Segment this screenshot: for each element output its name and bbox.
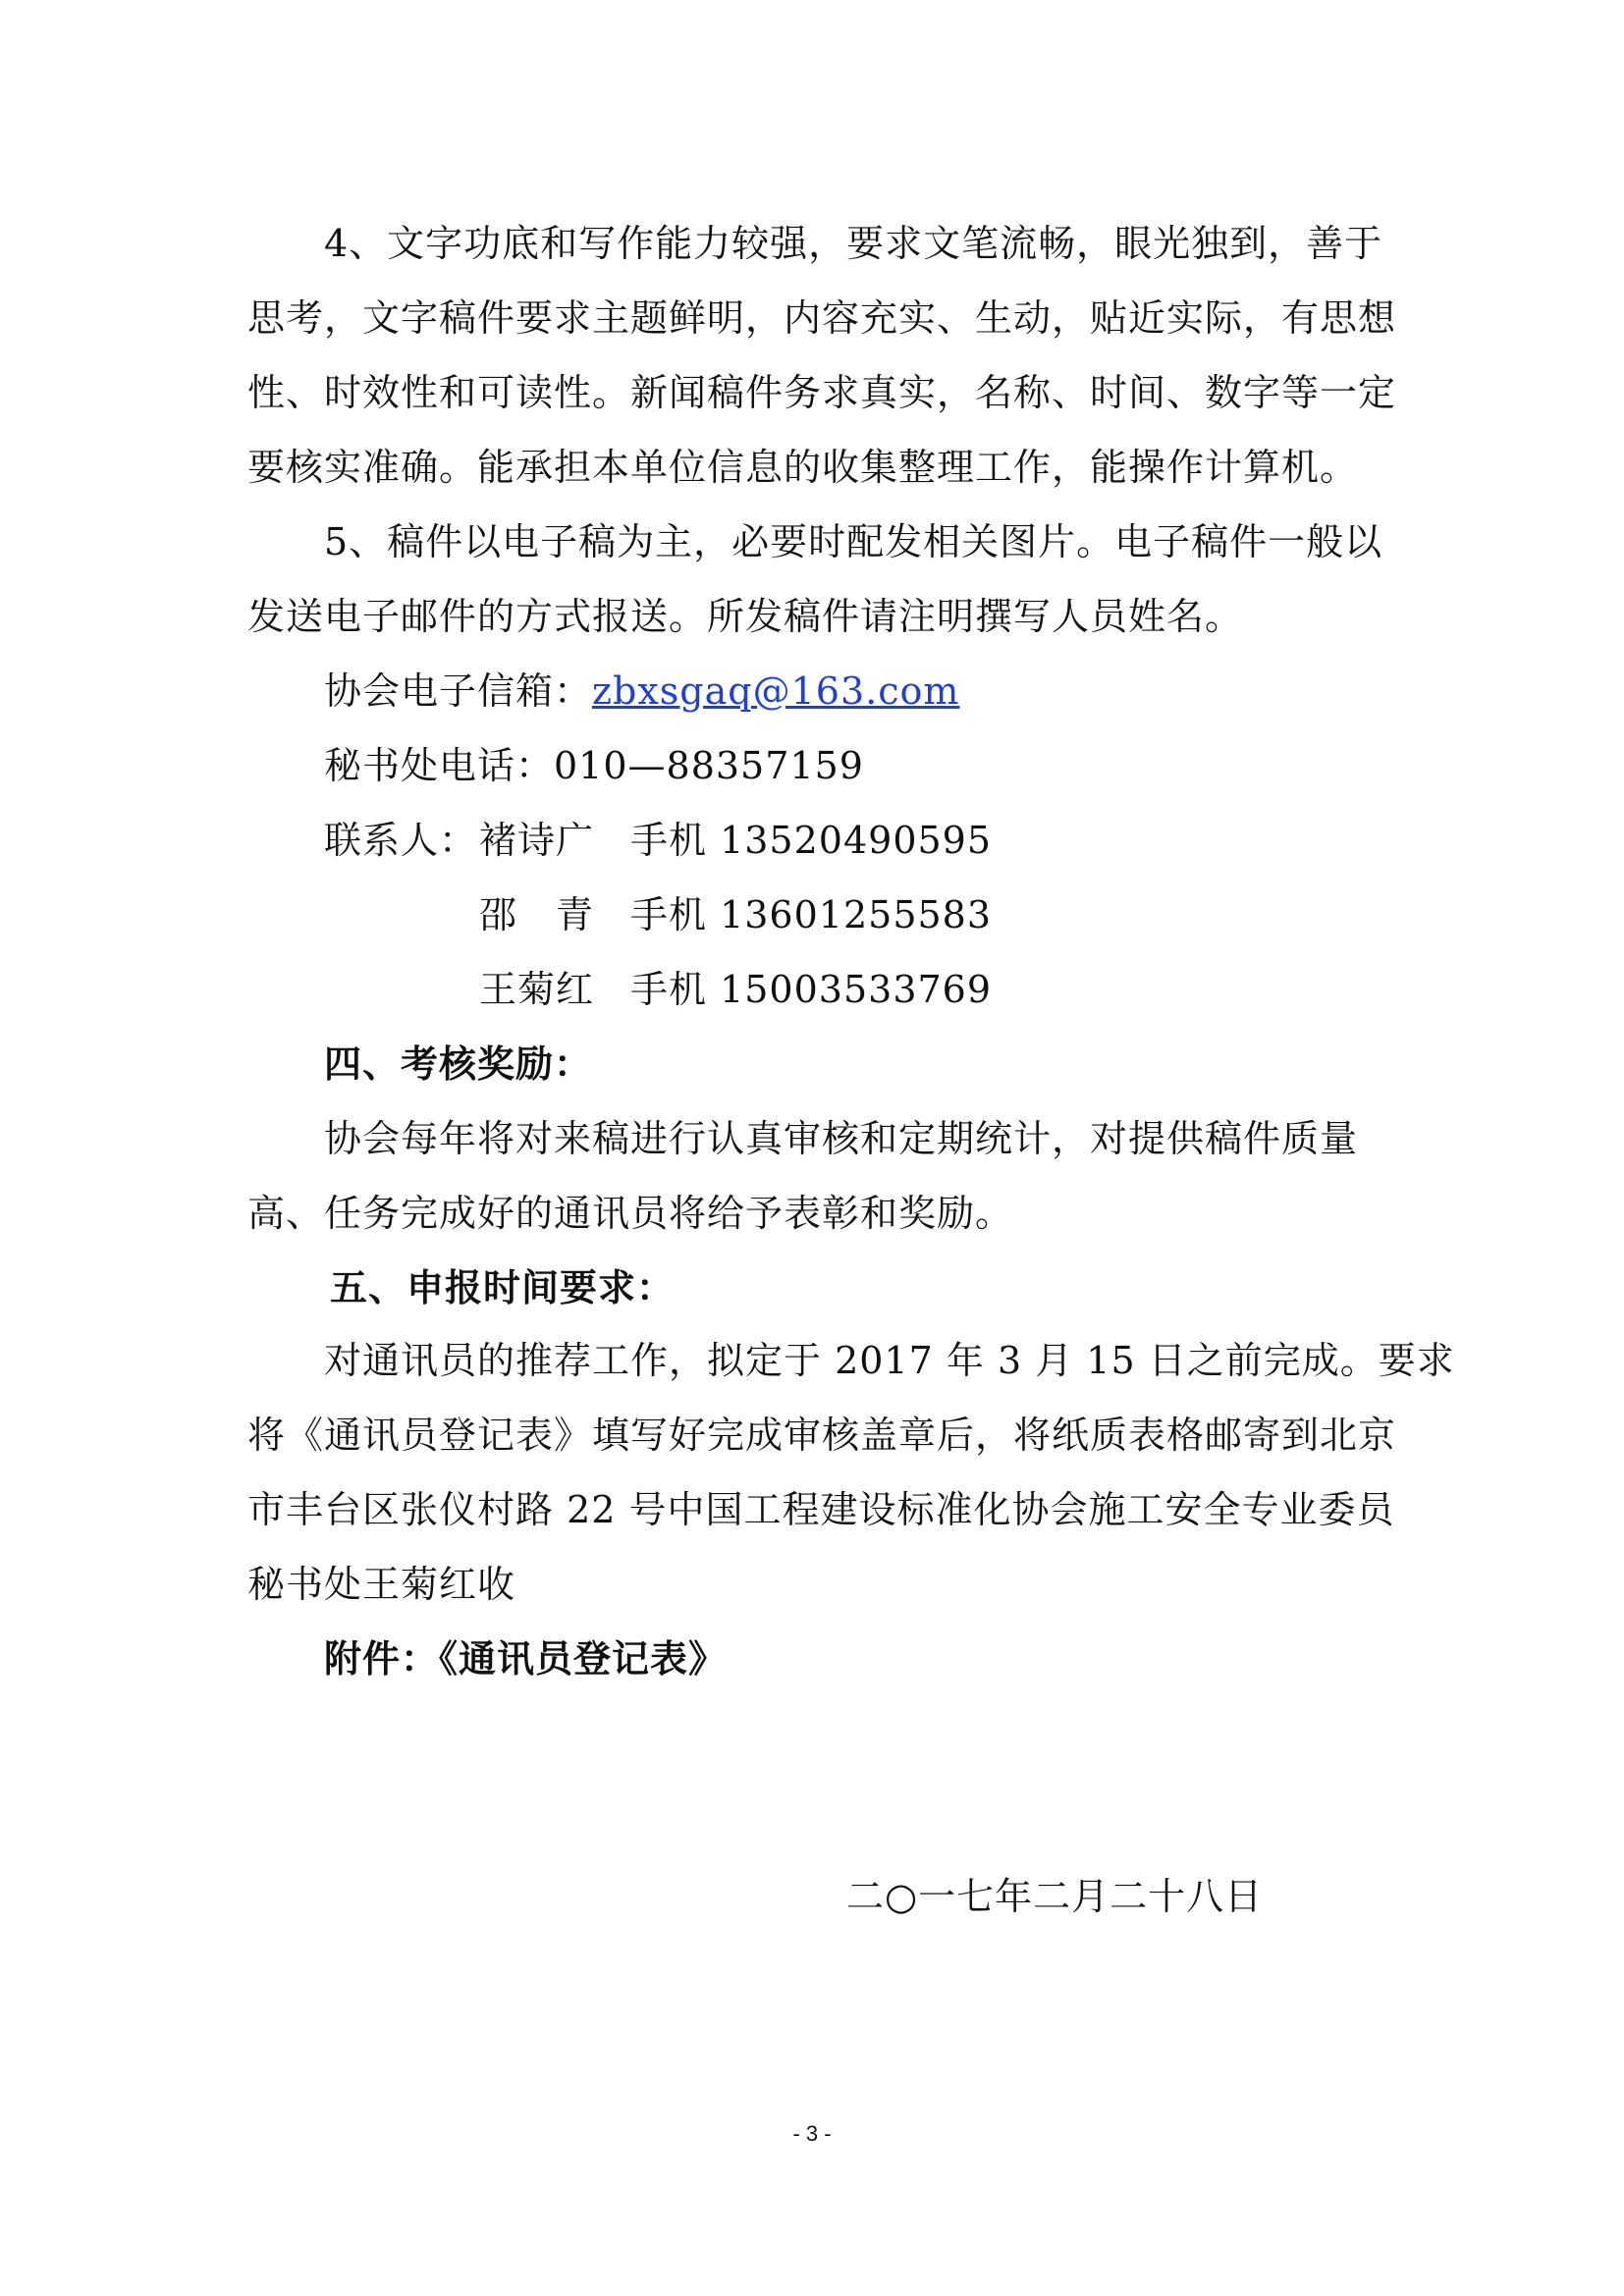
contact-phone-3: 手机 15003533769	[630, 968, 993, 1011]
email-link[interactable]: zbxsgaq@163.com	[592, 669, 960, 713]
email-row	[324, 667, 959, 715]
para5-line1: 5、稿件以电子稿为主，必要时配发相关图片。电子稿件一般以	[324, 520, 1383, 563]
attachment-note: 附件：《通讯员登记表》	[324, 1636, 728, 1681]
contacts-label: 联系人：	[324, 819, 478, 862]
contact-phone-2: 手机 13601255583	[630, 893, 993, 936]
section4-line2: 高、任务完成好的通讯员将给予表彰和奖励。	[247, 1192, 1014, 1235]
section5-line4: 秘书处王菊红收	[247, 1563, 516, 1606]
para5-line2: 发送电子邮件的方式报送。所发稿件请注明撰写人员姓名。	[247, 595, 1244, 638]
contact-name-2: 邵 青	[479, 893, 595, 936]
section5-line1: 对通讯员的推荐工作，拟定于 2017 年 3 月 15 日之前完成。要求	[324, 1339, 1455, 1382]
para4-line2: 思考，文字稿件要求主题鲜明，内容充实、生动，贴近实际，有思想	[247, 296, 1397, 340]
section5-heading: 五、申报时间要求：	[330, 1265, 676, 1309]
contact-name-1: 褚诗广	[479, 819, 595, 862]
section4-line1: 协会每年将对来稿进行认真审核和定期统计，对提供稿件质量	[324, 1117, 1359, 1160]
section5-line3: 市丰台区张仪村路 22 号中国工程建设标准化协会施工安全专业委员	[247, 1488, 1395, 1531]
contact-phone-1: 手机 13520490595	[630, 819, 993, 862]
section5-line2: 将《通讯员登记表》填写好完成审核盖章后，将纸质表格邮寄到北京	[247, 1414, 1397, 1457]
section4-heading: 四、考核奖励：	[324, 1041, 593, 1086]
page-number: - 3 -	[792, 2121, 832, 2146]
secretariat-phone: 秘书处电话：010—88357159	[324, 744, 864, 787]
contact-name-3: 王菊红	[479, 968, 595, 1011]
para4-line1: 4、文字功底和写作能力较强，要求文笔流畅，眼光独到，善于	[324, 222, 1383, 265]
para4-line4: 要核实准确。能承担本单位信息的收集整理工作，能操作计算机。	[247, 446, 1359, 489]
para4-line3: 性、时效性和可读性。新闻稿件务求真实，名称、时间、数字等一定	[247, 371, 1397, 414]
document-date: 二○一七年二月二十八日	[846, 1875, 1264, 1918]
email-label: 协会电子信箱：	[324, 669, 593, 713]
